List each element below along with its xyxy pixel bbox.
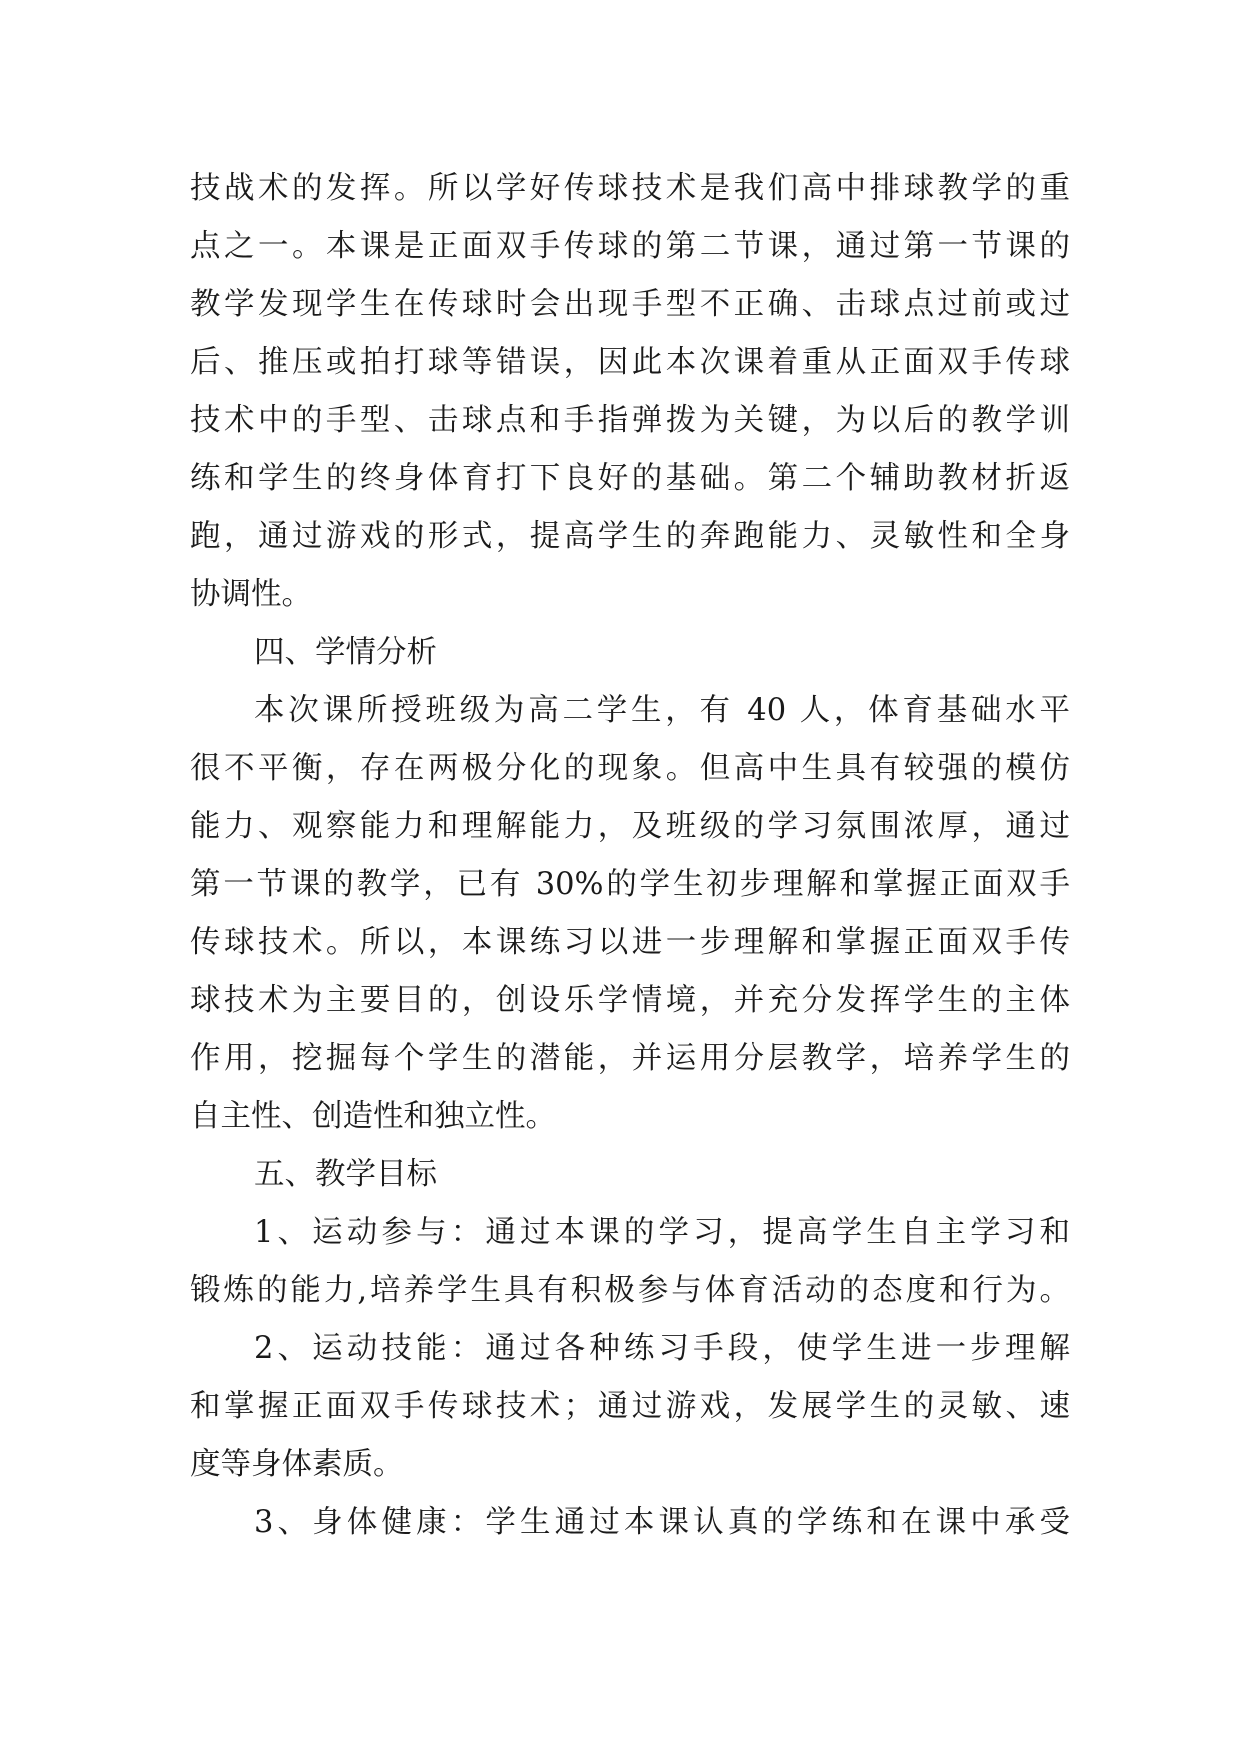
paragraph-line: 教学发现学生在传球时会出现手型不正确、击球点过前或过 — [190, 287, 1070, 322]
paragraph-line: 作用，挖掘每个学生的潜能，并运用分层教学，培养学生的 — [190, 1041, 1070, 1076]
list-item-line: 锻炼的能力,培养学生具有积极参与体育活动的态度和行为。 — [190, 1273, 1070, 1308]
paragraph-line: 技战术的发挥。所以学好传球技术是我们高中排球教学的重 — [190, 171, 1070, 206]
paragraph-line: 跑，通过游戏的形式，提高学生的奔跑能力、灵敏性和全身 — [190, 519, 1070, 554]
paragraph-line: 传球技术。所以，本课练习以进一步理解和掌握正面双手传 — [190, 925, 1070, 960]
paragraph-line: 很不平衡，存在两极分化的现象。但高中生具有较强的模仿 — [190, 751, 1070, 786]
paragraph-line: 自主性、创造性和独立性。 — [190, 1099, 556, 1134]
paragraph-line: 后、推压或拍打球等错误，因此本次课着重从正面双手传球 — [190, 345, 1070, 380]
paragraph-line: 练和学生的终身体育打下良好的基础。第二个辅助教材折返 — [190, 461, 1070, 496]
paragraph-line: 点之一。本课是正面双手传球的第二节课，通过第一节课的 — [190, 229, 1070, 264]
paragraph-line: 技术中的手型、击球点和手指弹拨为关键，为以后的教学训 — [190, 403, 1070, 438]
paragraph-line: 协调性。 — [190, 577, 312, 612]
paragraph-line: 球技术为主要目的，创设乐学情境，并充分发挥学生的主体 — [190, 983, 1070, 1018]
list-item-line: 和掌握正面双手传球技术；通过游戏，发展学生的灵敏、速 — [190, 1389, 1070, 1424]
section-heading: 五、教学目标 — [254, 1157, 437, 1192]
document-body — [190, 160, 1070, 1552]
paragraph-line: 能力、观察能力和理解能力，及班级的学习氛围浓厚，通过 — [190, 809, 1070, 844]
list-item-line: 度等身体素质。 — [190, 1447, 404, 1482]
list-item-line: 3、身体健康：学生通过本课认真的学练和在课中承受 — [254, 1505, 1070, 1540]
paragraph-line: 本次课所授班级为高二学生，有 40 人，体育基础水平 — [254, 693, 1070, 728]
list-item-line: 1、运动参与：通过本课的学习，提高学生自主学习和 — [254, 1215, 1070, 1250]
paragraph-line: 第一节课的教学，已有 30%的学生初步理解和掌握正面双手 — [190, 867, 1070, 902]
section-heading: 四、学情分析 — [254, 635, 437, 670]
list-item-line: 2、运动技能：通过各种练习手段，使学生进一步理解 — [254, 1331, 1070, 1366]
